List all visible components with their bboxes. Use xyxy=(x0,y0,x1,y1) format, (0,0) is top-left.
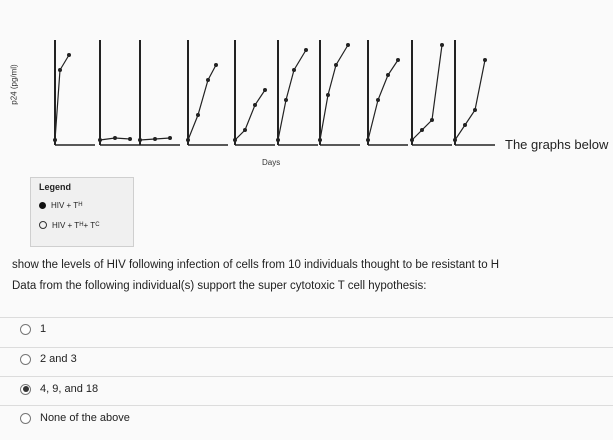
panel-point xyxy=(463,123,467,127)
panel-point xyxy=(138,138,142,142)
panel-point xyxy=(318,138,322,142)
panel-point xyxy=(410,138,414,142)
panel-point xyxy=(186,138,190,142)
panel-point xyxy=(206,78,210,82)
panel-point xyxy=(263,88,267,92)
panel-point xyxy=(233,138,237,142)
divider xyxy=(0,376,613,377)
option-1[interactable] xyxy=(20,318,46,340)
panel-point xyxy=(292,68,296,72)
question-line-1: show the levels of HIV following infection of cells from 10 individuals thought to be resistant to H xyxy=(12,259,500,271)
divider xyxy=(0,405,613,406)
panel-curve xyxy=(320,45,348,140)
radio-icon[interactable] xyxy=(20,354,31,365)
panel-point xyxy=(284,98,288,102)
panel-point xyxy=(253,103,257,107)
option-2[interactable] xyxy=(20,348,77,370)
legend-item-open xyxy=(39,219,100,231)
panel-point xyxy=(326,93,330,97)
panel-point xyxy=(196,113,200,117)
panel-curve xyxy=(412,45,442,140)
panel-point xyxy=(98,138,102,142)
panel-point xyxy=(366,138,370,142)
panel-point xyxy=(67,53,71,57)
panel-point xyxy=(243,128,247,132)
open-dot-icon xyxy=(39,221,47,229)
legend-item-subscript: C xyxy=(95,222,100,228)
legend-title: Legend xyxy=(39,182,72,192)
filled-dot-icon xyxy=(39,202,46,209)
divider xyxy=(0,317,613,318)
panel-curve xyxy=(368,60,398,140)
legend-item-subscript: H xyxy=(78,202,83,208)
question-text xyxy=(12,255,499,297)
radio-icon[interactable] xyxy=(20,324,31,335)
question-line-2: Data from the following individual(s) support the super cytotoxic T cell hypothesis: xyxy=(12,280,427,292)
panel-curve xyxy=(455,60,485,140)
legend-item-label: HIV + T xyxy=(52,220,80,230)
panel-point xyxy=(376,98,380,102)
panel-point xyxy=(58,68,62,72)
option-label: 4, 9, and 18 xyxy=(40,383,99,395)
legend-item-label: HIV + T xyxy=(51,200,79,210)
panel-point xyxy=(440,43,444,47)
option-label: 1 xyxy=(40,323,47,335)
panel-point xyxy=(53,138,57,142)
option-3[interactable] xyxy=(20,378,98,400)
panel-point xyxy=(168,136,172,140)
panel-curve xyxy=(235,90,265,140)
panel-point xyxy=(453,138,457,142)
panel-curve xyxy=(55,55,69,140)
graphs-figure xyxy=(0,0,613,175)
option-4[interactable] xyxy=(20,407,130,429)
radio-selected-icon[interactable] xyxy=(20,384,31,395)
panel-point xyxy=(304,48,308,52)
panel-point xyxy=(386,73,390,77)
panel-curve xyxy=(278,50,306,140)
legend xyxy=(30,177,134,247)
panel-point xyxy=(113,136,117,140)
legend-item-subscript: H xyxy=(79,222,84,228)
panel-curve xyxy=(188,65,216,140)
radio-icon[interactable] xyxy=(20,413,31,424)
panel-point xyxy=(334,63,338,67)
panel-point xyxy=(276,138,280,142)
x-axis-label: Days xyxy=(262,158,281,167)
y-axis-label: p24 (pg/ml) xyxy=(9,64,19,105)
panel-point xyxy=(483,58,487,62)
divider xyxy=(0,347,613,348)
panel-point xyxy=(420,128,424,132)
panel-point xyxy=(396,58,400,62)
option-label: None of the above xyxy=(40,412,130,424)
panel-point xyxy=(153,137,157,141)
panel-point xyxy=(128,137,132,141)
legend-item-filled xyxy=(39,199,83,211)
option-label: 2 and 3 xyxy=(40,353,77,365)
figure-caption: The graphs below xyxy=(505,137,609,152)
panel-point xyxy=(430,118,434,122)
panel-point xyxy=(214,63,218,67)
legend-item-extra: + T xyxy=(83,220,96,230)
panel-point xyxy=(473,108,477,112)
panel-point xyxy=(346,43,350,47)
